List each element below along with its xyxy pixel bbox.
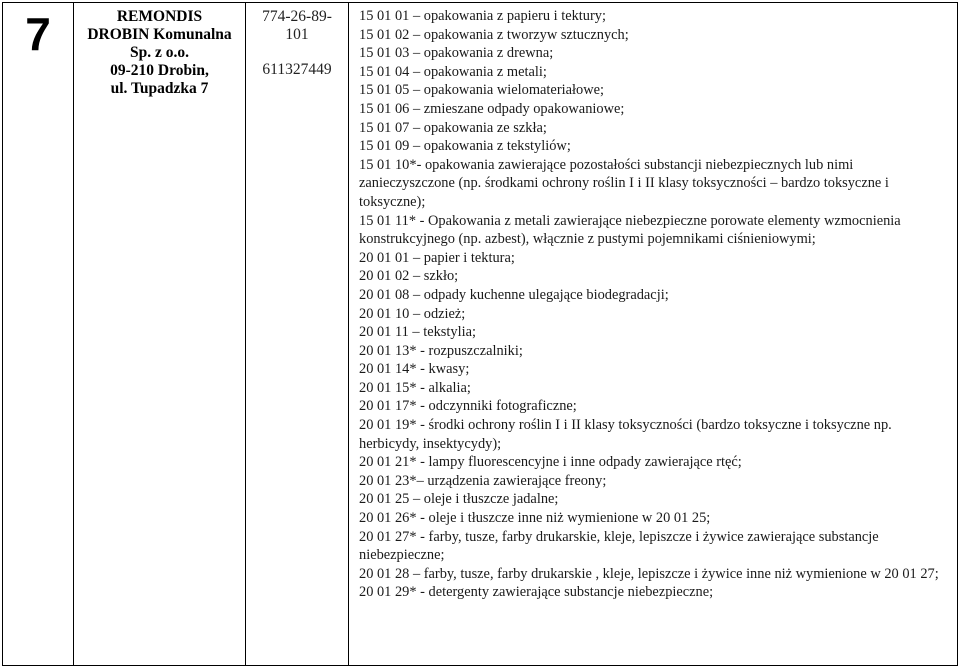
waste-code-line: konstrukcyjnego (np. azbest), włącznie z pustymi pojemnikami ciśnieniowymi; bbox=[359, 231, 816, 248]
waste-code-line: herbicydy, insektycydy); bbox=[359, 435, 502, 452]
waste-code-line: 20 01 17* - odczynniki fotograficzne; bbox=[359, 398, 577, 415]
waste-code-line: 15 01 01 – opakowania z papieru i tektury; bbox=[359, 8, 606, 24]
phone-secondary: 611327449 bbox=[262, 61, 332, 78]
waste-code-line: 15 01 02 – opakowania z tworzyw sztucznych; bbox=[359, 26, 629, 43]
waste-code-line: 20 01 11 – tekstylia; bbox=[359, 324, 476, 341]
company-line: REMONDIS bbox=[116, 8, 203, 25]
phone-line: 101 bbox=[285, 26, 309, 43]
waste-codes-cell bbox=[349, 3, 958, 666]
waste-code-line: 15 01 05 – opakowania wielomateriałowe; bbox=[359, 82, 604, 99]
waste-registry-table bbox=[2, 2, 958, 666]
waste-code-line: 15 01 10*- opakowania zawierające pozostałości substancji niebezpiecznych lub nimi zanieczyszczone (np. środkami ochrony roślin I i II klasy toksyczności – bardzo toksyczne i toksyczne); bbox=[359, 156, 889, 210]
waste-code-line: 20 01 28 – farby, tusze, farby drukarskie , kleje, lepiszcze i żywice inne niż wymienione w 20 01 27; bbox=[359, 565, 939, 582]
waste-code-line: 20 01 08 – odpady kuchenne ulegające biodegradacji; bbox=[359, 286, 669, 303]
waste-code-line: 20 01 13* - rozpuszczalniki; bbox=[359, 342, 523, 359]
company-line: Sp. z o.o. bbox=[130, 44, 189, 61]
waste-code-line: 20 01 21* - lampy fluorescencyjne i inne odpady zawierające rtęć; bbox=[359, 454, 742, 471]
waste-code-line: 15 01 09 – opakowania z tekstyliów; bbox=[359, 138, 571, 155]
waste-code-line: 15 01 06 – zmieszane odpady opakowaniowe; bbox=[359, 100, 625, 117]
company-address bbox=[74, 3, 245, 98]
waste-code-line: 20 01 27* - farby, tusze, farby drukarskie, kleje, lepiszcze i żywice zawierające substancje niebezpieczne; bbox=[359, 528, 879, 564]
phone-line: 774-26-89- bbox=[262, 8, 332, 25]
waste-code-line: 15 01 07 – opakowania ze szkła; bbox=[359, 119, 547, 136]
waste-code-line: 15 01 04 – opakowania z metali; bbox=[359, 63, 547, 80]
waste-code-line: 20 01 25 – oleje i tłuszcze jadalne; bbox=[359, 491, 559, 508]
waste-code-line: 15 01 03 – opakowania z drewna; bbox=[359, 45, 554, 62]
company-cell bbox=[74, 3, 246, 666]
waste-code-line: 20 01 26* - oleje i tłuszcze inne niż wymienione w 20 01 25; bbox=[359, 510, 711, 527]
phone-cell bbox=[246, 3, 349, 666]
waste-code-line: 15 01 11* - Opakowania z metali zawierające niebezpieczne porowate elementy wzmocnienia bbox=[359, 212, 901, 229]
waste-code-line: 20 01 15* - alkalia; bbox=[359, 379, 471, 396]
company-line: ul. Tupadzka 7 bbox=[110, 80, 209, 97]
waste-code-line: 20 01 14* - kwasy; bbox=[359, 361, 470, 378]
waste-code-line: 20 01 29* - detergenty zawierające substancje niebezpieczne; bbox=[359, 584, 714, 601]
waste-code-line: 20 01 19* - środki ochrony roślin I i II klasy toksyczności (bardzo toksyczne i toksyczne np. bbox=[359, 417, 892, 434]
company-line: DROBIN Komunalna bbox=[87, 26, 232, 43]
table-row bbox=[3, 3, 958, 666]
company-line: 09-210 Drobin, bbox=[110, 62, 209, 79]
entry-number: 7 bbox=[25, 8, 51, 60]
waste-code-line: 20 01 10 – odzież; bbox=[359, 305, 466, 322]
entry-number-cell bbox=[3, 3, 74, 666]
waste-code-line: 20 01 02 – szkło; bbox=[359, 268, 459, 285]
waste-code-line: 20 01 23*– urządzenia zawierające freony; bbox=[359, 472, 607, 489]
phone-numbers bbox=[246, 3, 348, 79]
waste-codes-list bbox=[349, 3, 957, 602]
waste-code-line: 20 01 01 – papier i tektura; bbox=[359, 249, 515, 266]
